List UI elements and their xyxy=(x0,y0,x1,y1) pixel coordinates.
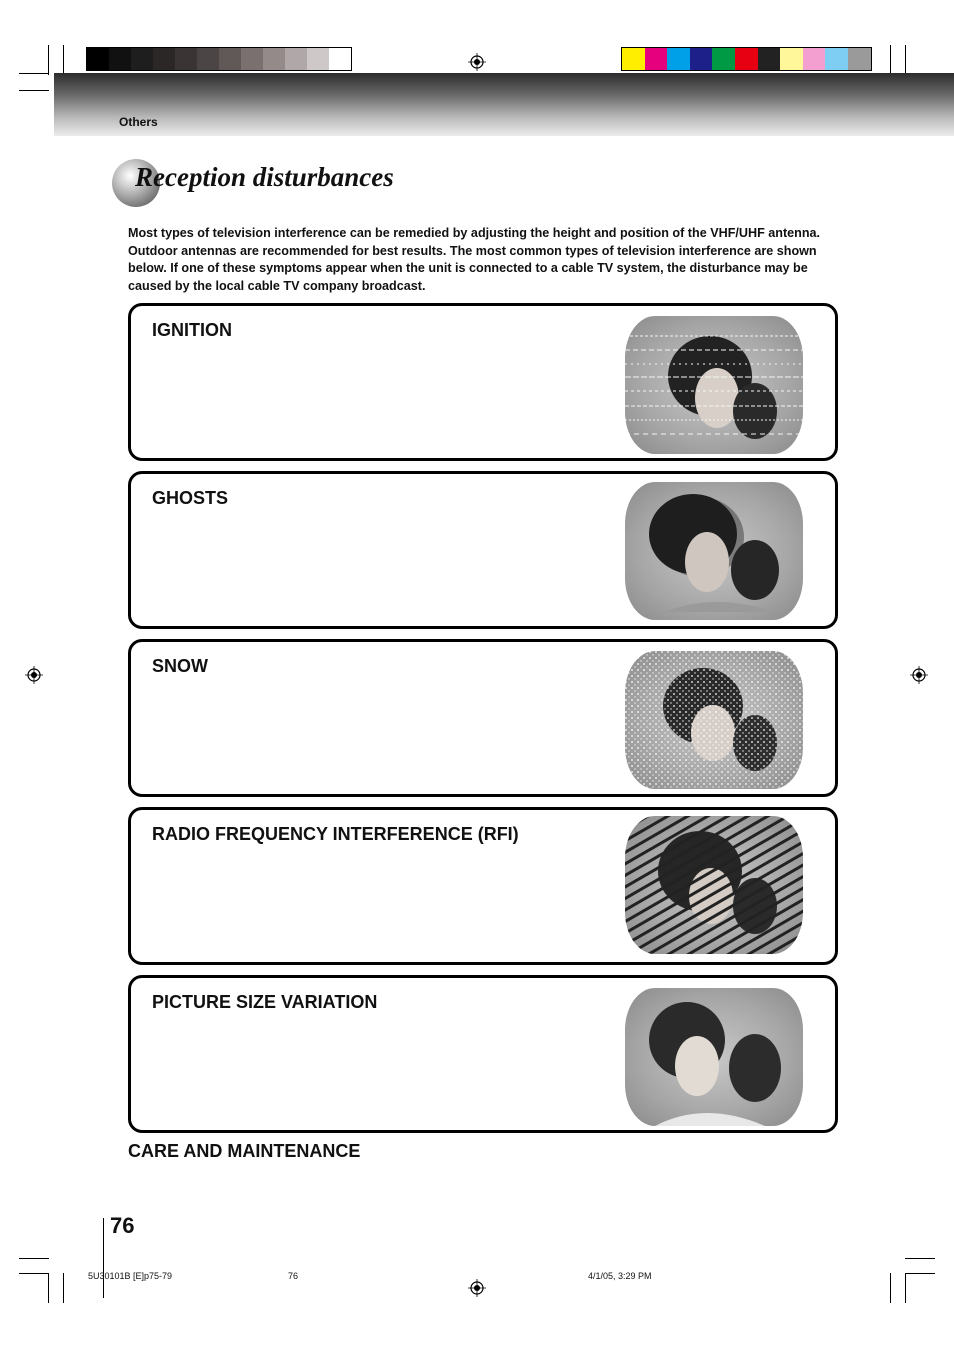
gray-swatch xyxy=(175,48,197,70)
crop-mark xyxy=(905,1273,906,1303)
tv-picture-size-variation-icon xyxy=(625,988,803,1126)
gray-swatch xyxy=(131,48,153,70)
panel-ignition xyxy=(128,303,838,461)
crop-mark xyxy=(19,1273,49,1274)
doc-page: 76 xyxy=(288,1271,299,1281)
gray-swatch xyxy=(197,48,219,70)
gray-swatch xyxy=(307,48,329,70)
panel-rfi xyxy=(128,807,838,965)
crop-mark xyxy=(48,45,49,75)
color-calibration-strip xyxy=(621,47,872,71)
color-swatch xyxy=(622,48,645,70)
color-swatch xyxy=(758,48,781,70)
doc-code: 5U30101B [E]p75-79 xyxy=(88,1271,173,1281)
color-swatch xyxy=(848,48,871,70)
crop-mark xyxy=(19,90,49,91)
gray-swatch xyxy=(153,48,175,70)
panel-title: PICTURE SIZE VARIATION xyxy=(152,992,378,1012)
color-swatch xyxy=(780,48,803,70)
panel-title: IGNITION xyxy=(152,320,232,340)
panel-title: RADIO FREQUENCY INTERFERENCE (RFI) xyxy=(152,824,519,844)
color-swatch xyxy=(712,48,735,70)
gray-swatch xyxy=(285,48,307,70)
crop-mark xyxy=(905,1258,935,1259)
color-swatch xyxy=(645,48,668,70)
gray-swatch xyxy=(219,48,241,70)
color-swatch xyxy=(735,48,758,70)
panel-title: GHOSTS xyxy=(152,488,229,508)
gray-swatch xyxy=(109,48,131,70)
page-number-rule xyxy=(103,1218,104,1298)
crop-mark xyxy=(890,45,891,75)
grayscale-calibration-strip xyxy=(86,47,352,71)
gray-swatch xyxy=(329,48,351,70)
gray-swatch xyxy=(87,48,109,70)
color-swatch xyxy=(690,48,713,70)
color-swatch xyxy=(667,48,690,70)
panel-picture-size-variation xyxy=(128,975,838,1133)
gray-swatch xyxy=(263,48,285,70)
registration-mark-icon xyxy=(910,666,928,684)
crop-mark xyxy=(19,73,49,74)
crop-mark xyxy=(905,1273,935,1274)
section-heading-care-and-maintenance: CARE AND MAINTENANCE xyxy=(128,1141,361,1161)
panel-snow xyxy=(128,639,838,797)
header-band xyxy=(54,73,954,136)
panel-ghosts xyxy=(128,471,838,629)
registration-mark-icon xyxy=(25,666,43,684)
crop-mark xyxy=(63,45,64,75)
registration-mark-icon xyxy=(468,1279,486,1297)
tv-picture-rfi-icon xyxy=(625,816,803,954)
crop-mark xyxy=(19,1258,49,1259)
gray-swatch xyxy=(241,48,263,70)
tv-picture-snow-icon xyxy=(625,651,803,789)
color-swatch xyxy=(803,48,826,70)
crop-mark xyxy=(905,45,906,75)
tv-picture-ignition-icon xyxy=(625,316,803,454)
page-title: Reception disturbances xyxy=(135,162,394,192)
intro-paragraph: Most types of television interference can be remedied by adjusting the height and position of the VHF/UHF antenna. Outdoor antennas are recommended for best results. The most common types of television interference are shown below. If one of these symptoms appear when the unit is connected to a cable TV system, the disturbance may be caused by the local cable TV company broadcast. xyxy=(128,226,821,293)
print-timestamp: 4/1/05, 3:29 PM xyxy=(588,1271,652,1281)
section-label: Others xyxy=(119,115,158,129)
crop-mark xyxy=(48,1273,49,1303)
tv-picture-ghosts-icon xyxy=(625,482,803,620)
crop-mark xyxy=(890,1273,891,1303)
color-swatch xyxy=(825,48,848,70)
crop-mark xyxy=(63,1273,64,1303)
page-number: 76 xyxy=(110,1213,135,1238)
panel-title: SNOW xyxy=(152,656,208,676)
registration-mark-icon xyxy=(468,53,486,71)
